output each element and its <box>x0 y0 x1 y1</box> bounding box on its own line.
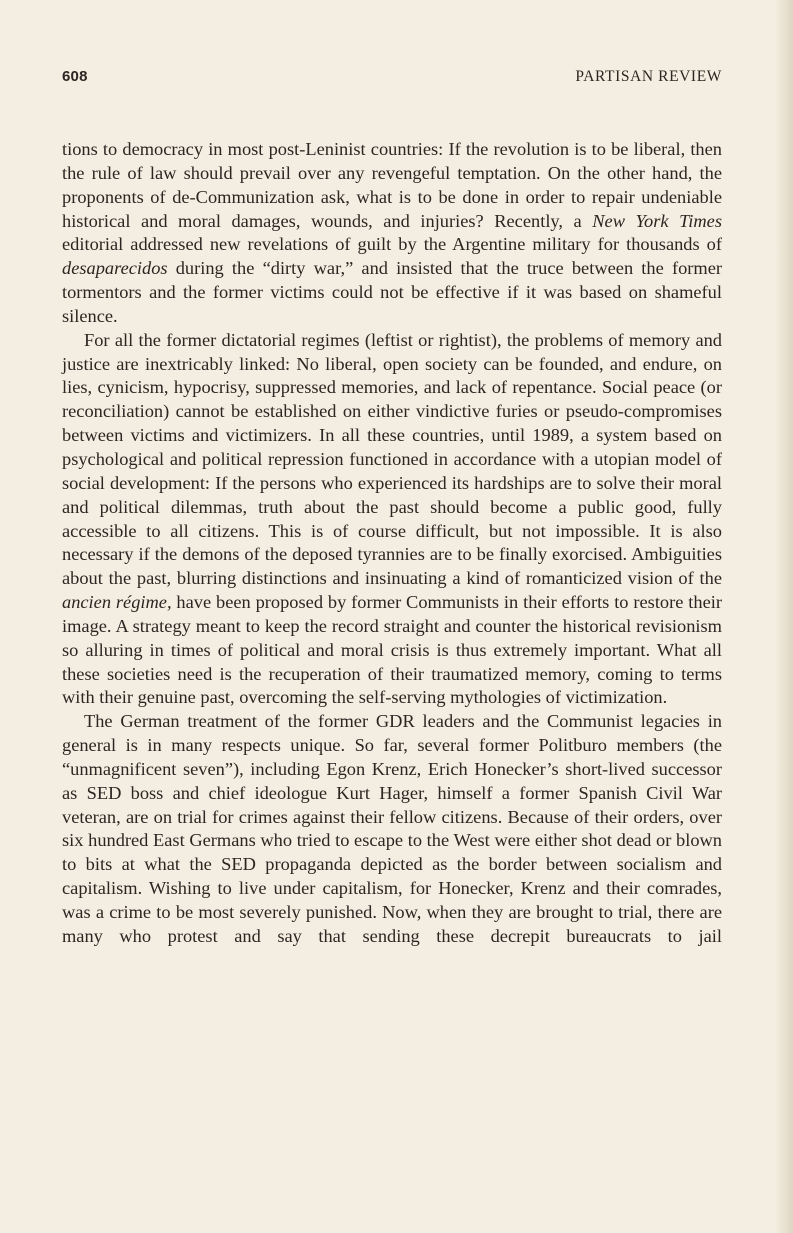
page-number: 608 <box>62 68 88 85</box>
paragraph-1-text-c: during the “dirty war,” and insisted that the truce between the former tormentors and the former victims could not be effective if it was based on shameful silence. <box>62 258 722 326</box>
paragraph-2-text-a: For all the former dictatorial regimes (leftist or rightist), the problems of memory and justice are inextricably linked: No liberal, open society can be founded, and endure, on lies, cynicism, hypocrisy, suppressed memories, and lack of repentance. Social peace (or reconciliation) cannot be established on either vindictive furies or pseudo-compromises between victims and victimizers. In all these countries, until 1989, a system based on psychological and political repression functioned in accordance with a utopian model of social development: If the persons who experienced its hardships are to solve their moral and political dilemmas, truth about the past should become a public good, fully accessible to all citizens. This is of course difficult, but not impossible. It is also necessary if the demons of the deposed tyrannies are to be finally exorcised. Ambiguities about the past, blurring distinctions and insinuating a kind of romanticized vision of the <box>62 329 722 589</box>
paragraph-1-italic-nyt: New York Times <box>592 210 723 231</box>
paragraph-2 <box>62 329 722 711</box>
paragraph-1-text-b: editorial addressed new revelations of guilt by the Argentine military for thousands of <box>62 234 722 255</box>
paragraph-1-italic-desaparecidos: desaparecidos <box>62 258 168 279</box>
journal-title: PARTISAN REVIEW <box>575 68 722 85</box>
paragraph-2-text-b: have been proposed by former Communists in their efforts to restore their image. A strategy meant to keep the record straight and counter the historical revisionism so alluring in times of political and moral crisis is thus extremely important. What all these societies need is the recuperation of their traumatized memory, coming to terms with their genuine past, overcoming the self-serving mythologies of victimization. <box>62 592 722 708</box>
paragraph-1 <box>62 138 722 329</box>
paragraph-3 <box>62 710 722 948</box>
body-text <box>62 138 722 949</box>
paragraph-2-italic-ancien-regime: ancien régime, <box>62 592 172 613</box>
running-head <box>62 68 722 90</box>
paragraph-3-text: The German treatment of the former GDR leaders and the Communist legacies in general is in many respects unique. So far, several former Politburo members (the “unmagnificent seven”), including Egon Krenz, Erich Honecker’s short-lived successor as SED boss and chief ideologue Kurt Hager, himself a former Spanish Civil War veteran, are on trial for crimes against their fellow citizens. Because of their orders, over six hundred East Germans who tried to escape to the West were either shot dead or blown to bits at what the SED propaganda depicted as the border between socialism and capitalism. Wishing to live under capitalism, for Honecker, Krenz and their comrades, was a crime to be most severely punished. Now, when they are brought to trial, there are many who protest and say that sending these decrepit bureaucrats to jail <box>62 711 722 946</box>
paragraph-1-text-a: tions to democracy in most post-Leninist countries: If the revolution is to be liberal, then the rule of law should prevail over any revengeful temptation. On the other hand, the proponents of de-Communization ask, what is to be done in order to repair undeniable historical and moral damages, wounds, and injuries? Recently, a <box>62 139 722 231</box>
page-edge-shadow <box>775 0 793 1233</box>
